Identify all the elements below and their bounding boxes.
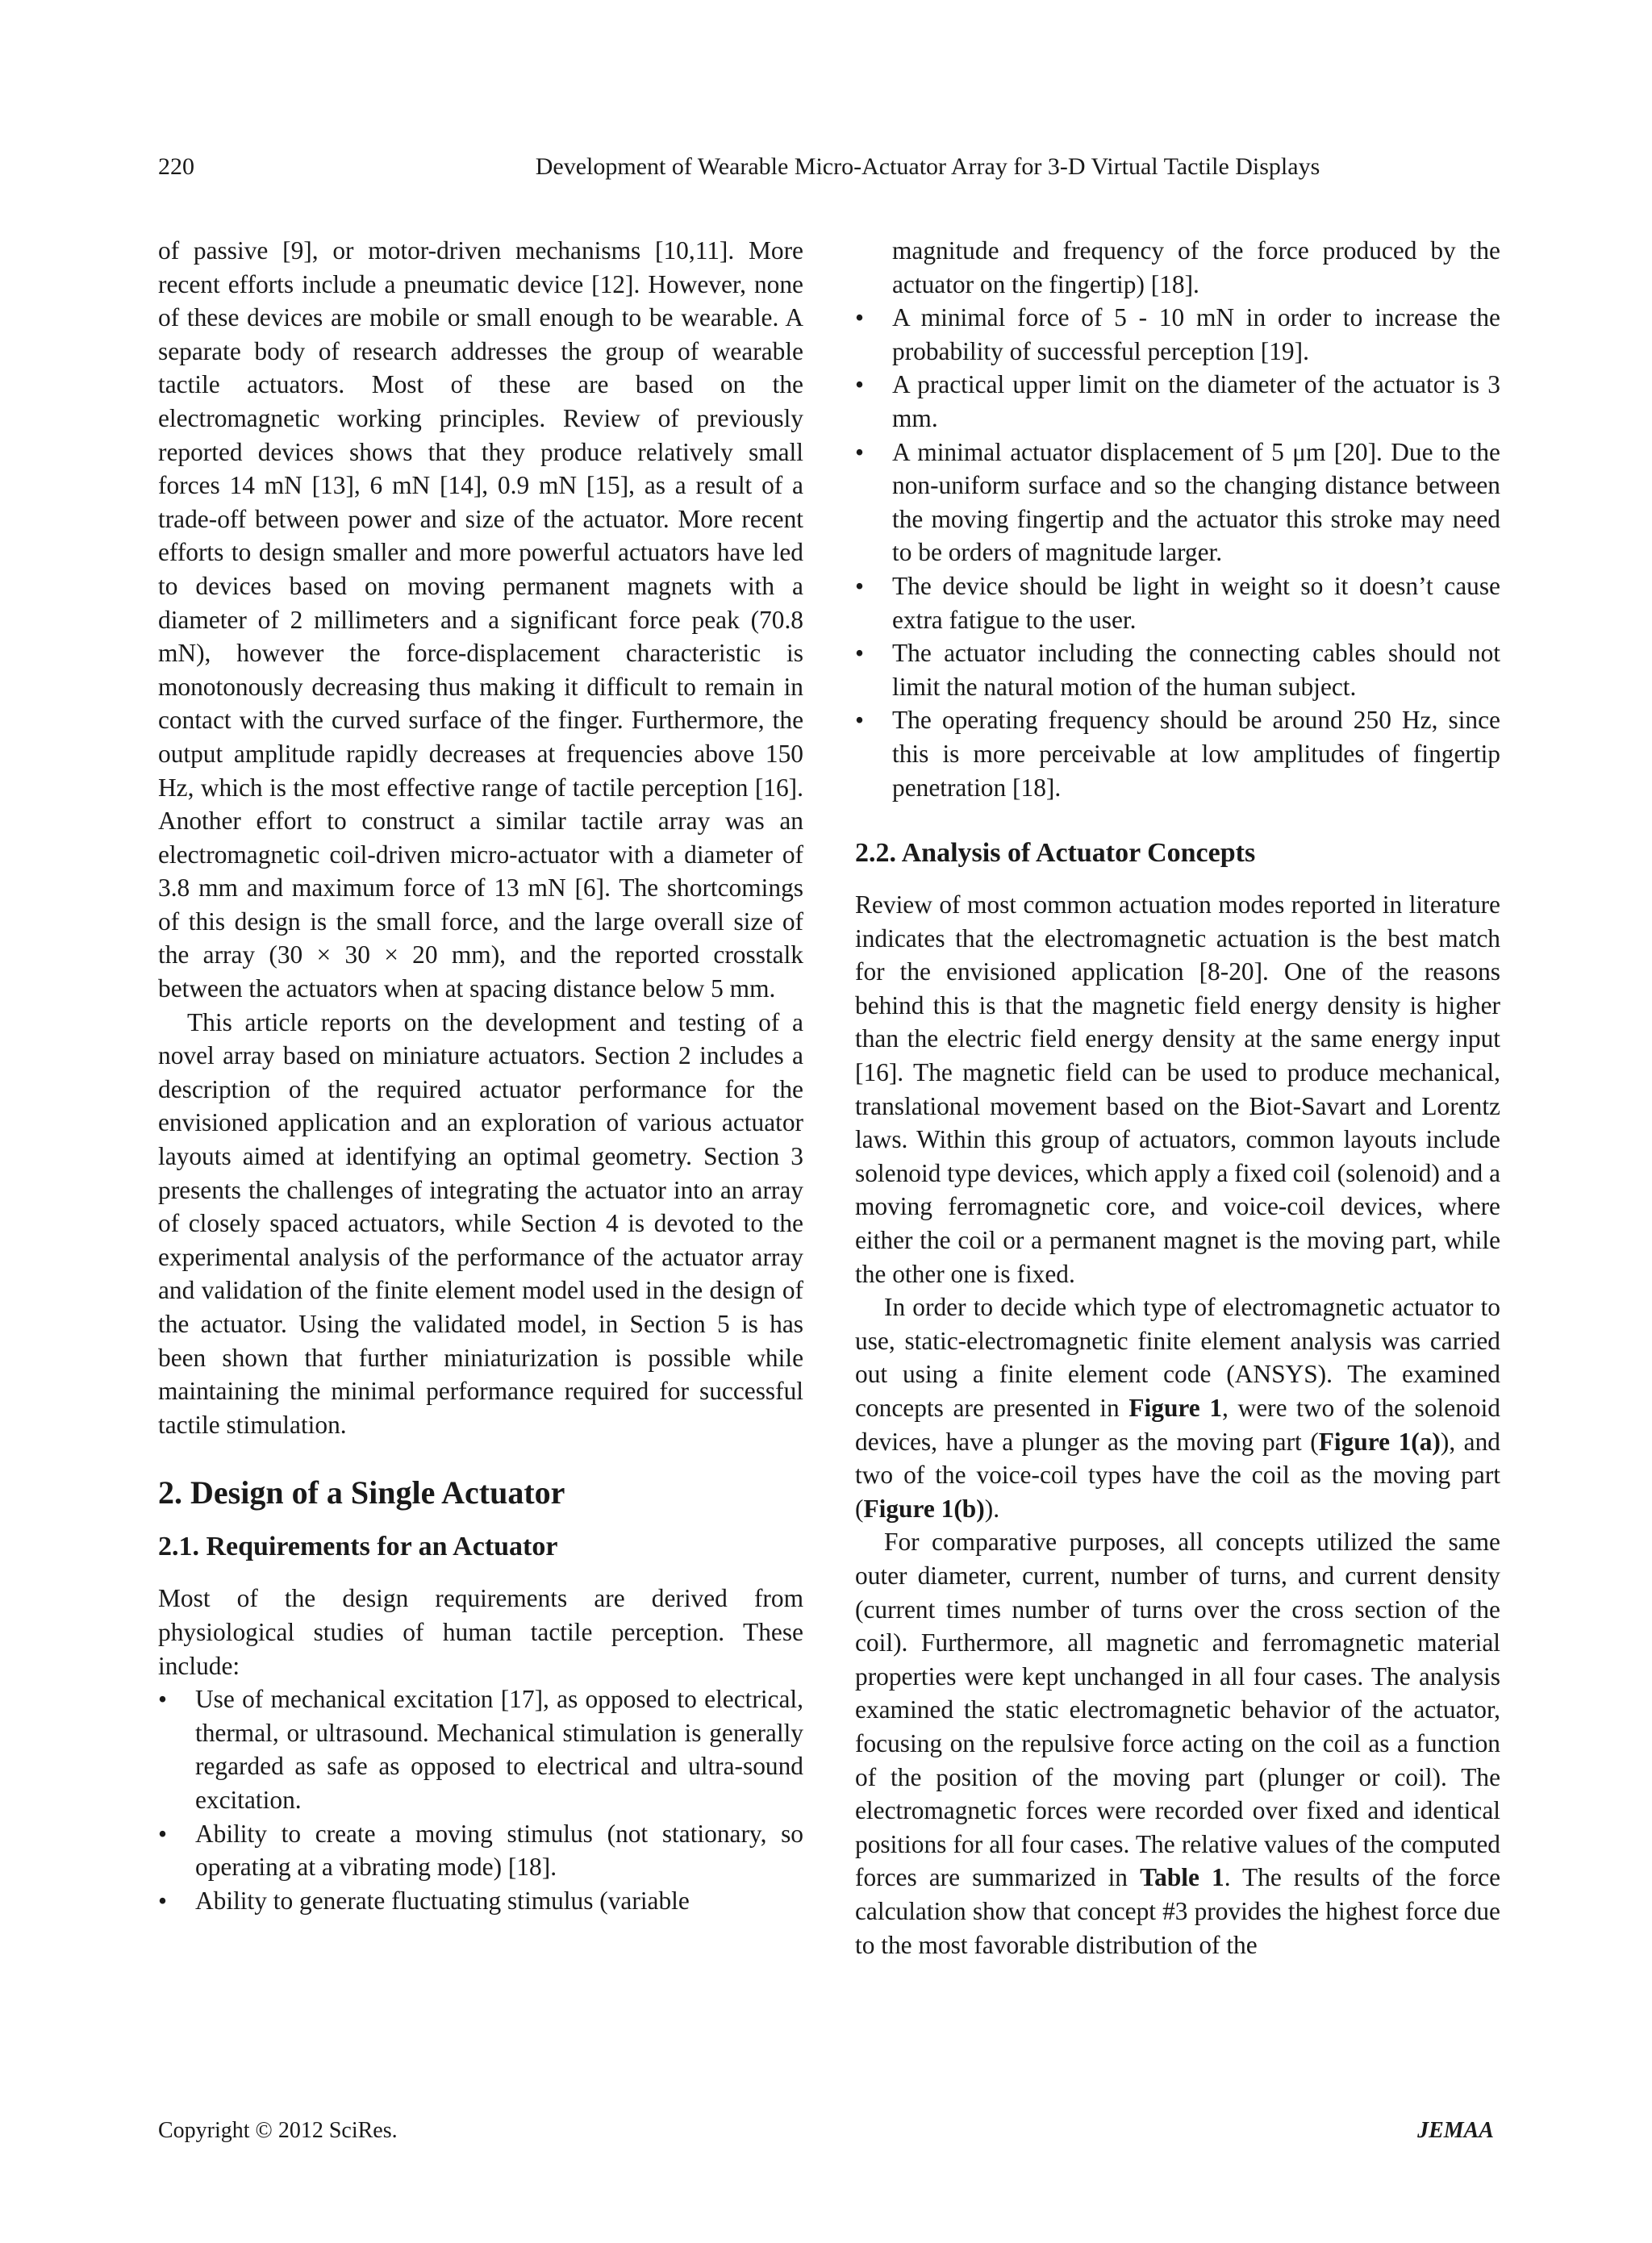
- requirements-list-left: [158, 1682, 803, 1917]
- left-column: [158, 234, 803, 1917]
- requirement-continuation: magnitude and frequency of the force produced by the actuator on the fingertip) [18].: [892, 236, 1500, 298]
- analysis-paragraph-2: [855, 1290, 1500, 1525]
- footer-copyright: Copyright © 2012 SciRes.: [158, 2118, 398, 2143]
- requirement-item: [855, 636, 1500, 703]
- subsection-heading-analysis: 2.2. Analysis of Actuator Concepts: [855, 838, 1256, 869]
- table-1-reference: Table 1: [1140, 1863, 1224, 1892]
- analysis-text: ), and two of the voice-coil types have the coil as the moving part (: [855, 1427, 1500, 1523]
- subsection-heading-requirements: 2.1. Requirements for an Actuator: [158, 1532, 558, 1562]
- requirement-item: [158, 1682, 803, 1816]
- analysis-paragraph-3: [855, 1525, 1500, 1962]
- intro-paragraph-2: This article reports on the development and testing of a novel array based on miniature actuators. Section 2 includes a description of the required actuator performance for the envisioned application and an exploration of various actuator layouts aimed at identifying an optimal geometry. Section 3 presents the challenges of integrating the actuator into an array of closely spaced actuators, while Section 4 is devoted to the experimental analysis of the performance of the actuator array and validation of the finite element model used in the design of the actuator. Using the validated model, in Section 5 is has been shown that further miniaturization is possible while maintaining the minimal performance required for successful tactile stimulation.: [158, 1007, 803, 1439]
- analysis-text: ).: [984, 1494, 1000, 1523]
- section-heading-design: 2. Design of a Single Actuator: [158, 1474, 565, 1511]
- page-number: 220: [158, 153, 194, 180]
- bullet-icon: •: [158, 1685, 167, 1714]
- intro-paragraph-1: of passive [9], or motor-driven mechanisms [10,11]. More recent efforts include a pneumatic device [12]. However, none of these devices are mobile or small enough to be wearable. A separate body of research addresses the group of wearable tactile actuators. Most of these are based on the electromagnetic working principles. Review of previously reported devices shows that they produce relatively small forces 14 mN [13], 6 mN [14], 0.9 mN [15], as a result of a trade-off between power and size of the actuator. More recent efforts to design smaller and more powerful actuators have led to devices based on moving permanent magnets with a diameter of 2 millimeters and a significant force peak (70.8 mN), however the force-displacement characteristic is monotonously decreasing thus making it difficult to remain in contact with the curved surface of the finger. Furthermore, the output amplitude rapidly decreases at frequencies above 150 Hz, which is the most effective range of tactile perception [16]. Another effort to construct a similar tactile array was an electromagnetic coil-driven micro-actuator with a diameter of 3.8 mm and maximum force of 13 mN [6]. The shortcomings of this design is the small force, and the large overall size of the array (30 × 30 × 20 mm), and the reported crosstalk between the actuators when at spacing distance below 5 mm.: [158, 236, 803, 1003]
- analysis-text: , were two of the solenoid devices, have a plunger as the moving part (: [855, 1394, 1500, 1456]
- bullet-icon: •: [855, 706, 864, 735]
- requirement-text: The device should be light in weight so it doesn’t cause extra fatigue to the user.: [892, 571, 1500, 634]
- requirement-item: [855, 436, 1500, 569]
- bullet-icon: •: [855, 639, 864, 668]
- requirement-text: The actuator including the connecting cables should not limit the natural motion of the human subject.: [892, 639, 1500, 701]
- footer-journal: JEMAA: [1417, 2118, 1494, 2143]
- figure-1a-reference: Figure 1(a): [1318, 1427, 1441, 1456]
- requirement-text: Ability to generate fluctuating stimulus (variable: [195, 1886, 690, 1915]
- requirements-list-right: [855, 301, 1500, 804]
- requirement-text: Use of mechanical excitation [17], as opposed to electrical, thermal, or ultrasound. Mechanical stimulation is generally regarded as safe as opposed to electrical and ultra-sound excitation.: [195, 1685, 803, 1814]
- requirement-text: A minimal force of 5 - 10 mN in order to increase the probability of successful perception [19].: [892, 303, 1500, 365]
- requirement-text: A practical upper limit on the diameter of the actuator is 3 mm.: [892, 370, 1500, 432]
- running-head-title: Development of Wearable Micro-Actuator Array for 3-D Virtual Tactile Displays: [535, 153, 1320, 180]
- analysis-text: For comparative purposes, all concepts utilized the same outer diameter, current, number of turns, and current density (current times number of turns over the cross section of the coil). Furthermore, all magnetic and ferromagnetic material properties were kept unchanged in all four cases. The analysis examined the static electromagnetic behavior of the actuator, focusing on the repulsive force acting on the coil as a function of the position of the moving part (plunger or coil). The electromagnetic forces were recorded over fixed and identical positions for all four cases. The relative values of the computed forces are summarized in: [855, 1528, 1500, 1892]
- requirement-item: [158, 1884, 803, 1918]
- requirement-item: [855, 301, 1500, 368]
- bullet-icon: •: [855, 437, 864, 466]
- requirement-item: [158, 1817, 803, 1884]
- right-column: [855, 234, 1500, 1962]
- requirement-text: Ability to create a moving stimulus (not stationary, so operating at a vibrating mode) [18].: [195, 1819, 803, 1882]
- figure-1b-reference: Figure 1(b): [863, 1494, 985, 1523]
- bullet-icon: •: [855, 303, 864, 332]
- bullet-icon: •: [855, 571, 864, 600]
- bullet-icon: •: [855, 370, 864, 399]
- figure-1-reference: Figure 1: [1128, 1394, 1223, 1422]
- analysis-text: In order to decide which type of electromagnetic actuator to use, static-electromagnetic finite element analysis was carried out using a finite element code (ANSYS). The examined concepts are presented in: [855, 1293, 1500, 1422]
- requirements-intro: Most of the design requirements are derived from physiological studies of human tactile perception. These include:: [158, 1584, 803, 1680]
- analysis-paragraph-1: Review of most common actuation modes reported in literature indicates that the electromagnetic actuation is the best match for the envisioned application [8-20]. One of the reasons behind this is that the magnetic field energy density is higher than the electric field energy density at the same energy input [16]. The magnetic field can be used to produce mechanical, translational movement based on the Biot-Savart and Lorentz laws. Within this group of actuators, common layouts include solenoid type devices, which apply a fixed coil (solenoid) and a moving ferromagnetic core, and voice-coil devices, where either the coil or a permanent magnet is the moving part, while the other one is fixed.: [855, 890, 1500, 1288]
- bullet-icon: •: [158, 1886, 167, 1915]
- requirement-item: [855, 569, 1500, 636]
- requirement-text: A minimal actuator displacement of 5 μm [20]. Due to the non-uniform surface and so the changing distance between the moving fingertip and the actuator this stroke may need to be orders of magnitude larger.: [892, 437, 1500, 567]
- requirement-text: The operating frequency should be around 250 Hz, since this is more perceivable at low amplitudes of fingertip penetration [18].: [892, 706, 1500, 802]
- requirement-item: [855, 368, 1500, 435]
- bullet-icon: •: [158, 1819, 167, 1848]
- requirement-item: [855, 703, 1500, 804]
- analysis-text: . The results of the force calculation show that concept #3 provides the highest force due to the most favorable distribution of the: [855, 1863, 1501, 1959]
